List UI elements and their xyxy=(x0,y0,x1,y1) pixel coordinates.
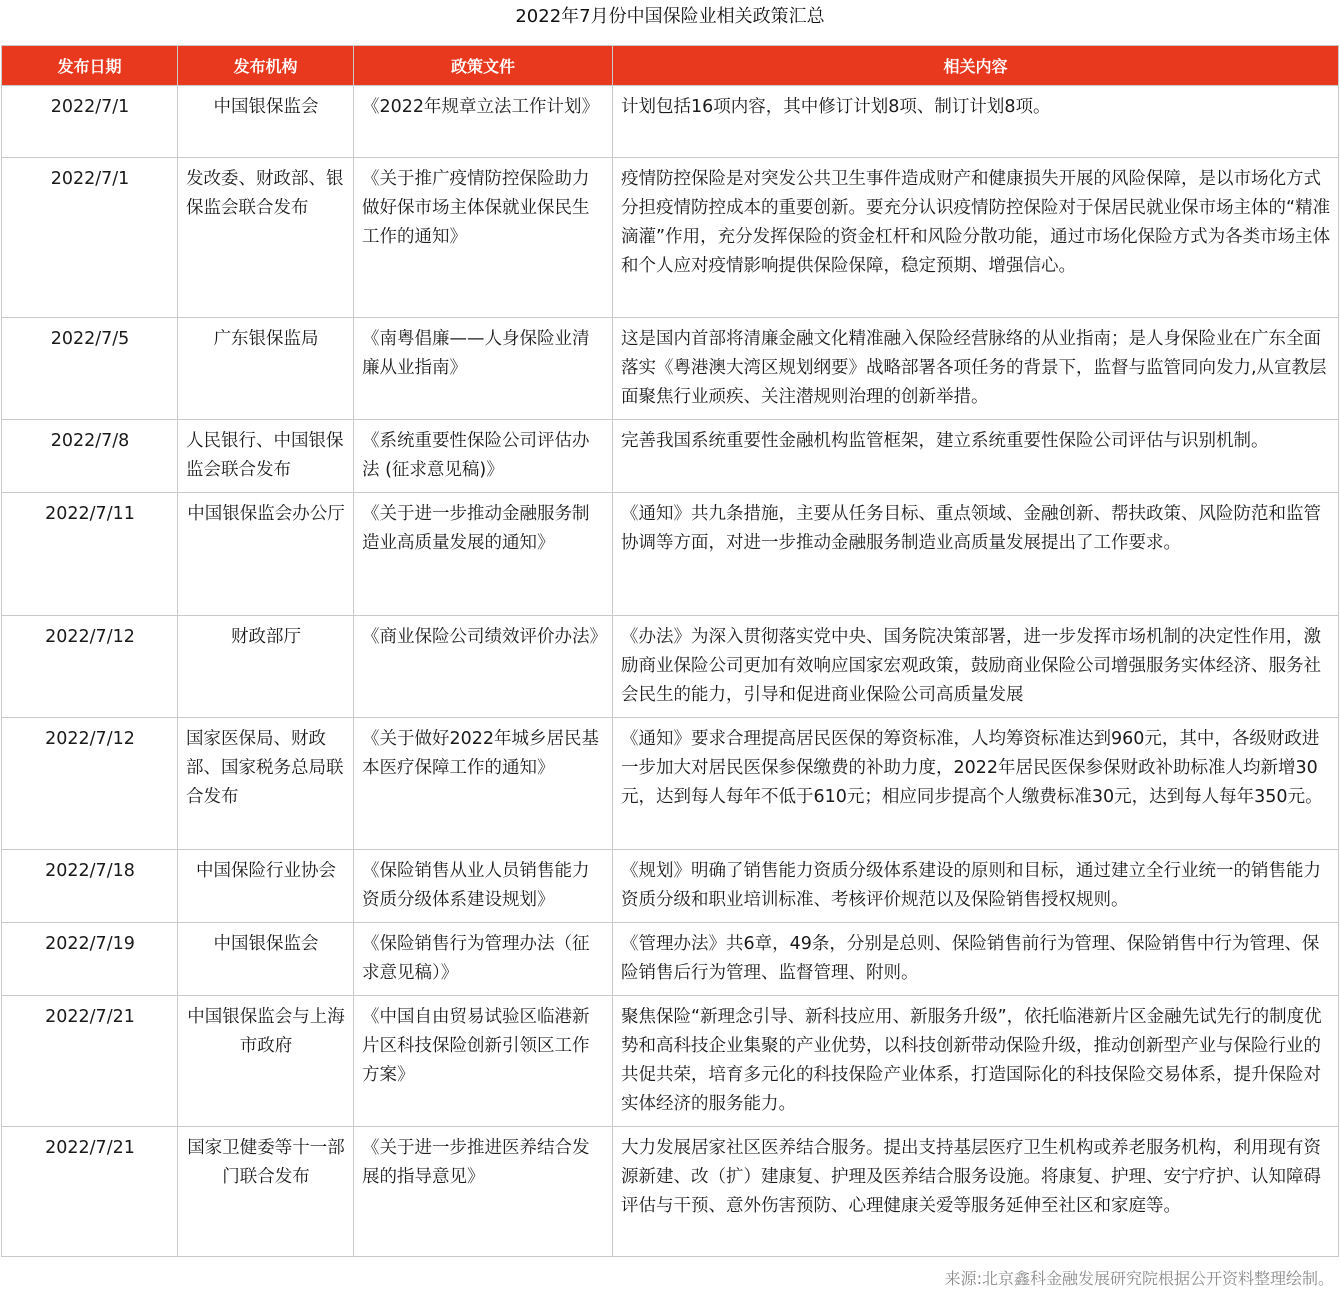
cell-org: 发改委、财政部、银保监会联合发布 xyxy=(178,158,354,318)
table-row xyxy=(2,493,1339,616)
cell-org: 中国银保监会办公厅 xyxy=(178,493,354,616)
cell-doc: 《系统重要性保险公司评估办法 (征求意见稿)》 xyxy=(354,420,613,493)
cell-date: 2022/7/19 xyxy=(2,923,178,996)
cell-date: 2022/7/12 xyxy=(2,616,178,718)
cell-doc: 《关于推广疫情防控保险助力做好保市场主体保就业保民生工作的通知》 xyxy=(354,158,613,318)
table-row xyxy=(2,420,1339,493)
cell-org: 人民银行、中国银保监会联合发布 xyxy=(178,420,354,493)
cell-doc: 《商业保险公司绩效评价办法》 xyxy=(354,616,613,718)
cell-content: 疫情防控保险是对突发公共卫生事件造成财产和健康损失开展的风险保障，是以市场化方式分担疫情防控成本的重要创新。要充分认识疫情防控保险对于保居民就业保市场主体的“精准滴灌”作用，充分发挥保险的资金杠杆和风险分散功能，通过市场化保险方式为各类市场主体和个人应对疫情影响提供保险保障，稳定预期、增强信心。 xyxy=(613,158,1339,318)
cell-doc: 《南粤倡廉——人身保险业清廉从业指南》 xyxy=(354,318,613,420)
source-note: 来源:北京鑫科金融发展研究院根据公开资料整理绘制。 xyxy=(944,1269,1334,1288)
cell-content: 《通知》共九条措施，主要从任务目标、重点领域、金融创新、帮扶政策、风险防范和监管协调等方面，对进一步推动金融服务制造业高质量发展提出了工作要求。 xyxy=(613,493,1339,616)
cell-content: 《管理办法》共6章，49条，分别是总则、保险销售前行为管理、保险销售中行为管理、保险销售后行为管理、监督管理、附则。 xyxy=(613,923,1339,996)
cell-doc: 《2022年规章立法工作计划》 xyxy=(354,86,613,158)
table-row xyxy=(2,616,1339,718)
table-row xyxy=(2,718,1339,850)
cell-org: 国家卫健委等十一部门联合发布 xyxy=(178,1127,354,1257)
cell-date: 2022/7/11 xyxy=(2,493,178,616)
table-row xyxy=(2,158,1339,318)
cell-doc: 《保险销售从业人员销售能力资质分级体系建设规划》 xyxy=(354,850,613,923)
table-header-row xyxy=(2,46,1339,86)
policy-table xyxy=(1,45,1339,1257)
cell-org: 中国保险行业协会 xyxy=(178,850,354,923)
cell-date: 2022/7/18 xyxy=(2,850,178,923)
page-title: 2022年7月份中国保险业相关政策汇总 xyxy=(515,6,825,27)
cell-content: 聚焦保险“新理念引导、新科技应用、新服务升级”，依托临港新片区金融先试先行的制度优势和高科技企业集聚的产业优势，以科技创新带动保险升级，推动创新型产业与保险行业的共促共荣，培育多元化的科技保险产业体系，打造国际化的科技保险交易体系，提升保险对实体经济的服务能力。 xyxy=(613,996,1339,1127)
cell-date: 2022/7/5 xyxy=(2,318,178,420)
cell-content: 这是国内首部将清廉金融文化精准融入保险经营脉络的从业指南；是人身保险业在广东全面落实《粤港澳大湾区规划纲要》战略部署各项任务的背景下，监督与监管同向发力,从宣教层面聚焦行业顽疾、关注潜规则治理的创新举措。 xyxy=(613,318,1339,420)
cell-org: 中国银保监会 xyxy=(178,923,354,996)
column-header-date: 发布日期 xyxy=(2,46,178,86)
cell-org: 广东银保监局 xyxy=(178,318,354,420)
cell-date: 2022/7/1 xyxy=(2,86,178,158)
cell-content: 《办法》为深入贯彻落实党中央、国务院决策部署，进一步发挥市场机制的决定性作用，激励商业保险公司更加有效响应国家宏观政策，鼓励商业保险公司增强服务实体经济、服务社会民生的能力，引导和促进商业保险公司高质量发展 xyxy=(613,616,1339,718)
cell-doc: 《关于做好2022年城乡居民基本医疗保障工作的通知》 xyxy=(354,718,613,850)
column-header-org: 发布机构 xyxy=(178,46,354,86)
cell-date: 2022/7/21 xyxy=(2,1127,178,1257)
cell-date: 2022/7/8 xyxy=(2,420,178,493)
column-header-content: 相关内容 xyxy=(613,46,1339,86)
table-row xyxy=(2,996,1339,1127)
table-row xyxy=(2,923,1339,996)
column-header-doc: 政策文件 xyxy=(354,46,613,86)
cell-org: 中国银保监会与上海市政府 xyxy=(178,996,354,1127)
table-row xyxy=(2,318,1339,420)
table-row xyxy=(2,1127,1339,1257)
table-row xyxy=(2,86,1339,158)
cell-doc: 《中国自由贸易试验区临港新片区科技保险创新引领区工作方案》 xyxy=(354,996,613,1127)
cell-org: 国家医保局、财政部、国家税务总局联合发布 xyxy=(178,718,354,850)
cell-org: 中国银保监会 xyxy=(178,86,354,158)
cell-doc: 《保险销售行为管理办法（征求意见稿）》 xyxy=(354,923,613,996)
cell-content: 《通知》要求合理提高居民医保的筹资标准，人均筹资标准达到960元，其中，各级财政进一步加大对居民医保参保缴费的补助力度，2022年居民医保参保财政补助标准人均新增30元，达到每人每年不低于610元；相应同步提高个人缴费标准30元，达到每人每年350元。 xyxy=(613,718,1339,850)
cell-content: 完善我国系统重要性金融机构监管框架，建立系统重要性保险公司评估与识别机制。 xyxy=(613,420,1339,493)
cell-content: 计划包括16项内容，其中修订计划8项、制订计划8项。 xyxy=(613,86,1339,158)
cell-date: 2022/7/21 xyxy=(2,996,178,1127)
cell-content: 大力发展居家社区医养结合服务。提出支持基层医疗卫生机构或养老服务机构，利用现有资源新建、改（扩）建康复、护理及医养结合服务设施。将康复、护理、安宁疗护、认知障碍评估与干预、意外伤害预防、心理健康关爱等服务延伸至社区和家庭等。 xyxy=(613,1127,1339,1257)
cell-org: 财政部厅 xyxy=(178,616,354,718)
table-row xyxy=(2,850,1339,923)
cell-content: 《规划》明确了销售能力资质分级体系建设的原则和目标，通过建立全行业统一的销售能力资质分级和职业培训标准、考核评价规范以及保险销售授权规则。 xyxy=(613,850,1339,923)
cell-doc: 《关于进一步推动金融服务制造业高质量发展的通知》 xyxy=(354,493,613,616)
cell-doc: 《关于进一步推进医养结合发展的指导意见》 xyxy=(354,1127,613,1257)
cell-date: 2022/7/1 xyxy=(2,158,178,318)
cell-date: 2022/7/12 xyxy=(2,718,178,850)
